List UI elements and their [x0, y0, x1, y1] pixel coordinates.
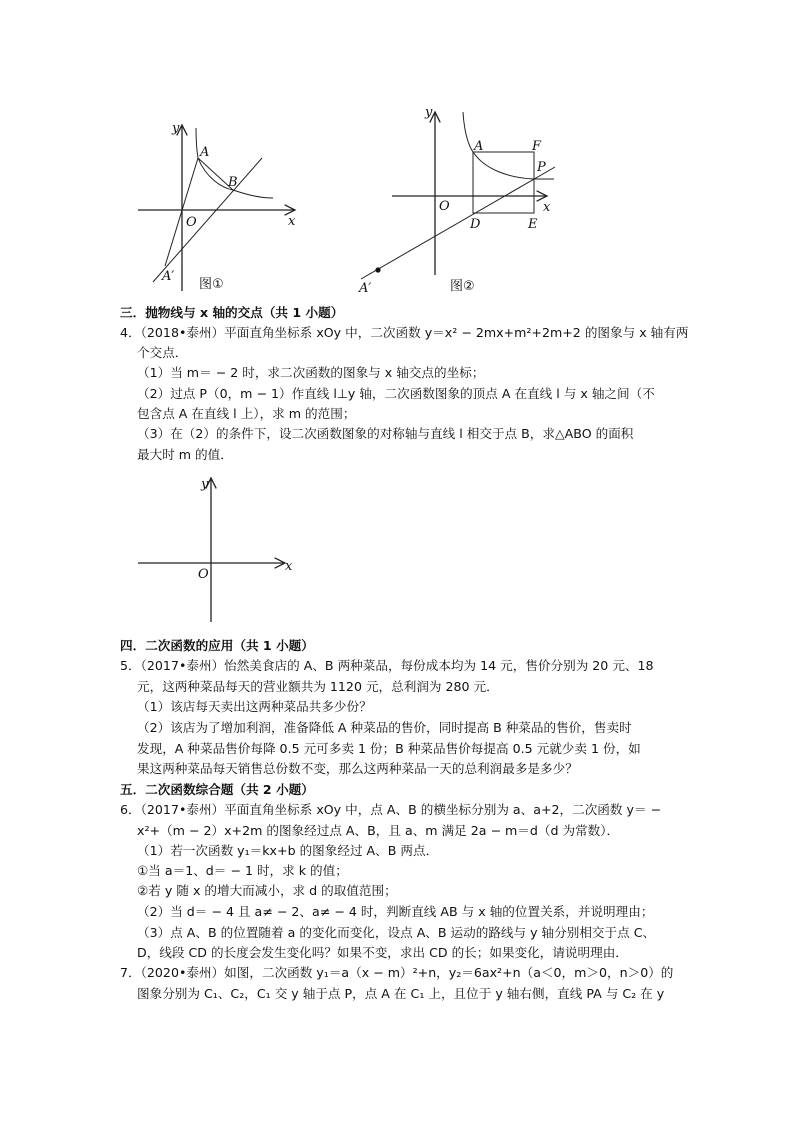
- fig3-label-y: y: [201, 477, 209, 492]
- question-6-part-2: （2）当 d＝ − 4 且 a≠ − 2、a≠ − 4 时，判断直线 AB 与 x 轴的位置关系，并说明理由；: [137, 904, 654, 919]
- question-6-line: D，线段 CD 的长度会发生变化吗？如果不变，求出 CD 的长；如果变化，请说明理由．: [137, 945, 628, 960]
- fig1-label-x: x: [288, 214, 296, 229]
- question-4-line: 个交点．: [137, 345, 188, 360]
- question-5-part-1: （1）该店每天卖出这两种菜品共多少份？: [137, 699, 372, 714]
- fig2-label-A-prime: A′: [359, 281, 372, 296]
- question-7-line: 7．（2020•泰州）如图，二次函数 y₁＝a（x − m）²+n，y₂＝6ax²+n（a＜0，m＞0，n＞0）的: [120, 965, 674, 980]
- question-4-line: 4．（2018•泰州）平面直角坐标系 xOy 中，二次函数 y＝x² − 2mx+m²+2m+2 的图象与 x 轴有两: [120, 325, 689, 340]
- fig2-label-E: E: [528, 217, 538, 232]
- fig2-label-O: O: [439, 199, 450, 214]
- question-6-line: 6．（2017•泰州）平面直角坐标系 xOy 中，点 A、B 的横坐标分别为 a、a+2，二次函数 y＝ −: [120, 802, 662, 817]
- question-4-line: 最大时 m 的值．: [137, 447, 233, 462]
- section-heading-5: 五．二次函数综合题（共 2 小题）: [120, 782, 314, 797]
- section-heading-4: 四．二次函数的应用（共 1 小题）: [120, 638, 314, 653]
- question-5-line: 发现，A 种菜品售价每降 0.5 元可多卖 1 份；B 种菜品售价每提高 0.5 元就少卖 1 份，如: [137, 741, 641, 756]
- fig2-rectangle-AFED: [473, 152, 534, 213]
- fig2-label-P: P: [537, 160, 546, 175]
- figure-1: [138, 125, 295, 291]
- figure-3: [138, 478, 285, 622]
- question-5-line: 元，这两种菜品每天的营业额共为 1120 元，总利润为 280 元．: [137, 679, 499, 694]
- question-6-line: x²+（m − 2）x+2m 的图象经过点 A、B，且 a、m 满足 2a − m＝d（d 为常数）．: [137, 823, 620, 838]
- fig1-label-O: O: [186, 215, 197, 230]
- question-7-line: 图象分别为 C₁、C₂，C₁ 交 y 轴于点 P，点 A 在 C₁ 上，且位于 y 轴右侧，直线 PA 与 C₂ 在 y: [137, 986, 665, 1001]
- fig2-caption: 图②: [450, 279, 475, 294]
- fig3-label-O: O: [198, 567, 209, 582]
- fig1-label-A: A: [200, 145, 210, 160]
- fig2-label-A: A: [474, 139, 484, 154]
- question-5-line: 5．（2017•泰州）怡然美食店的 A、B 两种菜品，每份成本均为 14 元，售价分别为 20 元、18: [120, 658, 654, 673]
- question-4-part-1: （1）当 m＝ − 2 时，求二次函数的图象与 x 轴交点的坐标；: [137, 365, 485, 380]
- fig2-line: [361, 167, 555, 279]
- fig1-caption: 图①: [199, 277, 224, 292]
- figure-2: [361, 112, 555, 279]
- question-6-part-1: （1）若一次函数 y₁＝kx+b 的图象经过 A、B 两点．: [137, 843, 439, 858]
- question-5-line: 果这两种菜品每天销售总份数不变，那么这两种菜品一天的总利润最多是多少？: [137, 761, 578, 776]
- question-6-part-3: （3）点 A、B 的位置随着 a 的变化而变化，设点 A、B 运动的路线与 y 轴分别相交于点 C、: [137, 925, 656, 940]
- fig1-line: [153, 158, 262, 282]
- fig2-label-y: y: [425, 105, 433, 120]
- question-4-part-2: （2）过点 P（0，m − 1）作直线 l⊥y 轴，二次函数图象的顶点 A 在直线 l 与 x 轴之间（不: [137, 386, 655, 401]
- fig2-label-x: x: [543, 200, 551, 215]
- question-4-line: 包含点 A 在直线 l 上），求 m 的范围；: [137, 406, 356, 421]
- fig3-label-x: x: [285, 559, 293, 574]
- section-heading-3: 三．抛物线与 x 轴的交点（共 1 小题）: [120, 305, 344, 320]
- fig2-point-A-prime: [375, 267, 380, 272]
- fig1-label-B: B: [228, 175, 238, 190]
- fig1-label-A-prime: A′: [162, 269, 175, 284]
- fig2-label-D: D: [470, 217, 481, 232]
- fig1-label-y: y: [172, 121, 180, 136]
- question-6-part-1-b: ②若 y 随 x 的增大而减小，求 d 的取值范围；: [137, 883, 397, 898]
- fig2-label-F: F: [532, 139, 542, 154]
- question-5-part-2: （2）该店为了增加利润，准备降低 A 种菜品的售价，同时提高 B 种菜品的售价，售卖时: [137, 720, 632, 735]
- question-4-part-3: （3）在（2）的条件下，设二次函数图象的对称轴与直线 l 相交于点 B，求△ABO 的面积: [137, 426, 634, 441]
- question-6-part-1-a: ①当 a＝1、d＝ − 1 时，求 k 的值；: [137, 863, 348, 878]
